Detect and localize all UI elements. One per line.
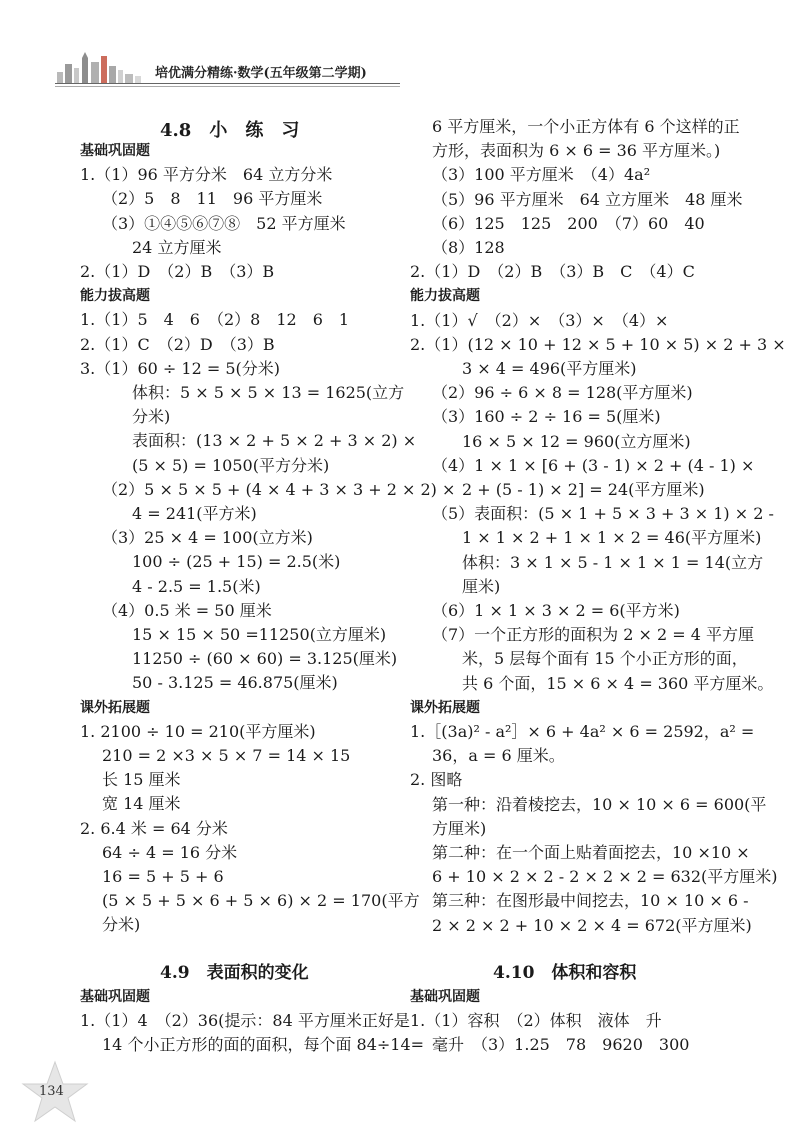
subsection-heading: 能力拔高题 (80, 288, 150, 305)
answer-line: 100 ÷ (25 + 15) = 2.5(米) (132, 552, 341, 572)
answer-line: 2.（1）C （2）D （3）B (80, 334, 275, 354)
answer-line: （7）一个正方形的面积为 2 × 2 = 4 平方厘 (432, 625, 755, 645)
answer-line: 体积：5 × 5 × 5 × 13 = 1625(立方 (132, 383, 405, 402)
answer-line: 6 平方厘米，一个小正方体有 6 个这样的正 (432, 117, 740, 136)
answer-line: 1.（1）√ （2）× （3）× （4）× (410, 310, 669, 330)
answer-line: （2）5 8 11 96 平方厘米 (102, 189, 323, 209)
answer-line: 厘米) (462, 576, 501, 596)
answer-line: 3.（1）60 ÷ 12 = 5(分米) (80, 358, 280, 378)
answer-line: 长 15 厘米 (102, 770, 181, 790)
answer-line: 1 × 1 × 2 + 1 × 1 × 2 = 46(平方厘米) (462, 528, 762, 548)
subsection-heading: 课外拓展题 (80, 699, 150, 716)
answer-line: 4 = 241(平方米) (132, 504, 257, 523)
answer-line: 1.（1）96 平方分米 64 立方分米 (80, 165, 333, 185)
answer-line: 米，5 层每个面有 15 个小正方形的面， (462, 649, 748, 669)
answer-line: 6 + 10 × 2 × 2 - 2 × 2 × 2 = 632(平方厘米) (432, 867, 778, 887)
answer-line: 方形，表面积为 6 × 6 = 36 平方厘米。) (432, 141, 721, 161)
page-number-badge (20, 1060, 90, 1125)
section-title-4-10: 4.10 体积和容积 (493, 963, 637, 983)
answer-line: （3）100 平方厘米 （4）4a² (432, 165, 651, 185)
answer-line: 11250 ÷ (60 × 60) = 3.125(厘米) (132, 649, 398, 669)
answer-line: (5 × 5 + 5 × 6 + 5 × 6) × 2 = 170(平方 (102, 891, 420, 911)
answer-line: 1.（1）容积 （2）体积 液体 升 (410, 1011, 662, 1031)
answer-line: 1.（1）5 4 6 （2）8 12 6 1 (80, 310, 350, 330)
answer-line: 第二种：在一个面上贴着面挖去，10 ×10 × (432, 843, 750, 862)
subsection-heading: 基础巩固题 (80, 143, 150, 159)
page-header (55, 50, 400, 90)
header-rule (55, 83, 400, 84)
answer-line: 64 ÷ 4 = 16 分米 (102, 842, 238, 862)
answer-line: 210 = 2 ×3 × 5 × 7 = 14 × 15 (102, 746, 351, 765)
answer-line: （8）128 (432, 238, 505, 257)
answer-line: 50 - 3.125 = 46.875(厘米) (132, 673, 338, 693)
section-title-4-9: 4.9 表面积的变化 (160, 963, 309, 983)
book-title: 培优满分精练·数学(五年级第二学期) (155, 66, 367, 81)
answer-line: （5）96 平方厘米 64 立方厘米 48 厘米 (432, 189, 743, 209)
answer-line: 1. 2100 ÷ 10 = 210(平方厘米) (80, 721, 316, 741)
answer-line: （3）25 × 4 = 100(立方米) (102, 528, 313, 548)
answer-line: 宽 14 厘米 (102, 794, 181, 814)
answer-line: 2.（1）D （2）B （3）B C （4）C (410, 262, 695, 282)
answer-line: 体积：3 × 1 × 5 - 1 × 1 × 1 = 14(立方 (462, 552, 764, 572)
city-skyline-icon (55, 50, 155, 84)
answer-line: 14 个小正方形的面的面积，每个面 84÷14= (102, 1035, 425, 1055)
answer-line: 1.［(3a)² - a²］× 6 + 4a² × 6 = 2592，a² = (410, 722, 755, 741)
answer-line: 分米) (102, 915, 141, 935)
answer-line: 2.（1）(12 × 10 + 12 × 5 + 10 × 5) × 2 + 3 × (410, 334, 786, 354)
answer-line: （2）96 ÷ 6 × 8 = 128(平方厘米) (432, 383, 693, 403)
answer-line: 3 × 4 = 496(平方厘米) (462, 359, 637, 378)
answer-line: 第一种：沿着棱挖去，10 × 10 × 6 = 600(平 (432, 794, 767, 814)
subsection-heading: 基础巩固题 (410, 989, 480, 1005)
section-title-4-8: 4.8 小 练 习 (160, 120, 300, 141)
answer-line: （6）125 125 200 （7）60 40 (432, 213, 705, 233)
page-number: 134 (39, 1084, 64, 1099)
answer-line: 1.（1）4 （2）36(提示：84 平方厘米正好是 (80, 1011, 410, 1031)
answer-line: （3）160 ÷ 2 ÷ 16 = 5(厘米) (432, 407, 661, 427)
answer-line: 2. 图略 (410, 770, 463, 790)
answer-line: (5 × 5) = 1050(平方分米) (132, 455, 330, 475)
header-rule-thin (55, 86, 400, 87)
answer-line: （2）5 × 5 × 5 + (4 × 4 + 3 × 3 + 2 × 2) × (102, 479, 456, 499)
answer-line: 4 - 2.5 = 1.5(米) (132, 576, 261, 596)
answer-line: （6）1 × 1 × 3 × 2 = 6(平方米) (432, 601, 680, 620)
subsection-heading: 基础巩固题 (80, 989, 150, 1005)
answer-line: 表面积：(13 × 2 + 5 × 2 + 3 × 2) × (132, 431, 417, 451)
answer-line: 2 × 2 × 2 + 10 × 2 × 4 = 672(平方厘米) (432, 915, 752, 935)
answer-line: 2. 6.4 米 = 64 分米 (80, 818, 228, 838)
answer-line: 2 + (5 - 1) × 2] = 24(平方厘米) (462, 480, 705, 499)
subsection-heading: 课外拓展题 (410, 699, 480, 716)
subsection-heading: 能力拔高题 (410, 288, 480, 305)
answer-line: 36，a = 6 厘米。 (432, 746, 565, 766)
answer-line: 16 × 5 × 12 = 960(立方厘米) (462, 431, 691, 451)
answer-line: 2.（1）D （2）B （3）B (80, 262, 275, 281)
answer-line: （5）表面积：(5 × 1 + 5 × 3 + 3 × 1) × 2 - (432, 504, 774, 524)
answer-line: （4）0.5 米 = 50 厘米 (102, 600, 272, 620)
answer-line: 共 6 个面，15 × 6 × 4 = 360 平方厘米。 (462, 673, 774, 693)
answer-line: 毫升 （3）1.25 78 9620 300 (432, 1035, 690, 1055)
answer-line: 方厘米) (432, 818, 487, 838)
answer-line: 15 × 15 × 50 =11250(立方厘米) (132, 625, 387, 644)
answer-line: 分米) (132, 407, 171, 427)
answer-line: （3）①④⑤⑥⑦⑧ 52 平方厘米 (102, 213, 346, 233)
answer-line: 24 立方厘米 (132, 237, 222, 257)
answer-line: 16 = 5 + 5 + 6 (102, 867, 224, 886)
answer-line: 第三种：在图形最中间挖去，10 × 10 × 6 - (432, 891, 749, 911)
answer-line: （4）1 × 1 × [6 + (3 - 1) × 2 + (4 - 1) × (432, 455, 755, 475)
